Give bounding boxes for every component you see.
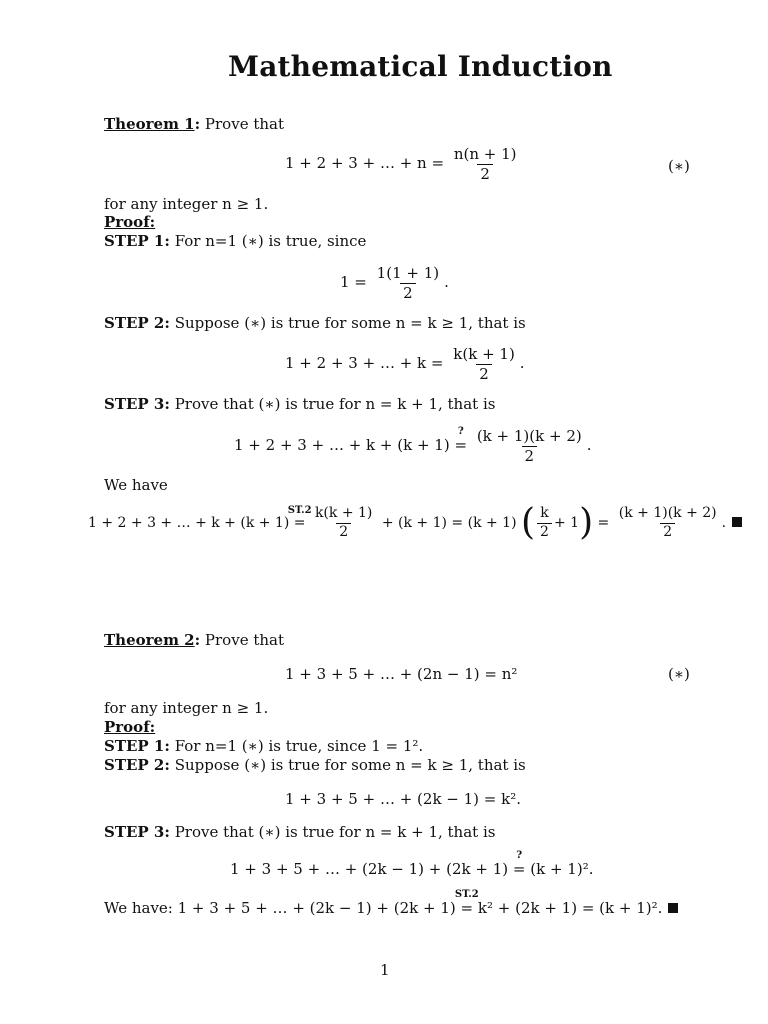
theorem1-step1-text: For n=1 (∗) is true, since bbox=[174, 232, 367, 250]
theorem1-final-fraction1-den: 2 bbox=[336, 523, 351, 540]
left-paren: ( bbox=[521, 502, 536, 543]
theorem1-step1 bbox=[104, 233, 366, 250]
theorem1-step3-numerator: (k + 1)(k + 2) bbox=[476, 427, 582, 445]
qed-square-icon bbox=[668, 903, 678, 913]
theorem2-step3-text: Prove that (∗) is true for n = k + 1, that is bbox=[174, 823, 496, 841]
theorem1-eq-tag: (∗) bbox=[668, 157, 690, 175]
theorem2-final-rhs: k² + (2k + 1) = (k + 1)². bbox=[477, 899, 663, 917]
theorem2-final-equation bbox=[104, 889, 678, 917]
theorem2-step2-label: STEP 2: bbox=[104, 756, 170, 774]
theorem1-step3 bbox=[104, 396, 495, 413]
qed-square-icon bbox=[732, 517, 742, 527]
theorem1-final-st2-equals: ST.2 = bbox=[287, 505, 312, 531]
theorem1-step1-denominator: 2 bbox=[400, 283, 416, 302]
theorem2-step2 bbox=[104, 757, 526, 774]
theorem1-final-fraction1 bbox=[312, 506, 375, 540]
theorem1-step2-text: Suppose (∗) is true for some n = k ≥ 1, that is bbox=[174, 314, 526, 332]
page-title: Mathematical Induction bbox=[228, 50, 613, 83]
theorem2-eq-tag: (∗) bbox=[668, 665, 690, 683]
theorem1-step3-question-mark: ? bbox=[457, 426, 464, 437]
theorem2-step2-equation: 1 + 3 + 5 + … + (2k − 1) = k². bbox=[285, 790, 522, 808]
theorem1-step2-label: STEP 2: bbox=[104, 314, 170, 332]
theorem1-step1-equation: 1 = $\frac{1(1 + 1)}{2}$ . bbox=[340, 264, 449, 302]
theorem1-final-fraction3-num: (k + 1)(k + 2) bbox=[618, 505, 717, 522]
theorem1-step3-question-equals: ? = bbox=[454, 426, 468, 454]
theorem2-label: Theorem 2 bbox=[104, 631, 195, 649]
theorem1-step2-equation: 1 + 2 + 3 + … + k = $\frac{k(k + 1)}{2}$ . bbox=[285, 345, 525, 383]
theorem2-any-integer: for any integer n ≥ 1. bbox=[104, 699, 269, 717]
theorem1-step1-label: STEP 1: bbox=[104, 232, 170, 250]
theorem1-step1-fraction bbox=[374, 265, 442, 301]
theorem2-proof-label: Proof: bbox=[104, 718, 156, 736]
theorem2-step3-question-equals: ? = bbox=[512, 850, 526, 878]
theorem1-eq-denominator: 2 bbox=[477, 164, 493, 183]
theorem1-step2-denominator: 2 bbox=[476, 364, 492, 383]
theorem1-step1-lhs: 1 = bbox=[340, 273, 367, 291]
theorem2-heading bbox=[104, 632, 284, 649]
theorem2-step3-equation bbox=[230, 850, 594, 878]
theorem1-final-fraction2-num: k bbox=[540, 505, 549, 522]
theorem1-we-have: We have bbox=[104, 476, 168, 494]
theorem1-final-plus-one: + 1 bbox=[553, 515, 580, 531]
theorem1-step3-fraction bbox=[474, 428, 585, 464]
theorem2-step3 bbox=[104, 824, 495, 841]
theorem2-step1-label: STEP 1: bbox=[104, 737, 170, 755]
theorem2-final-st2-mark: ST.2 bbox=[454, 889, 479, 900]
page-number: 1 bbox=[380, 961, 390, 979]
theorem1-step2-lhs: 1 + 2 + 3 + … + k = bbox=[285, 354, 444, 372]
theorem1-eq-numerator: n(n + 1) bbox=[453, 145, 517, 163]
theorem1-step1-numerator: 1(1 + 1) bbox=[376, 264, 440, 282]
theorem1-step3-text: Prove that (∗) is true for n = k + 1, that is bbox=[174, 395, 496, 413]
theorem1-step3-denominator: 2 bbox=[522, 446, 538, 465]
theorem2-step2-text: Suppose (∗) is true for some n = k ≥ 1, that is bbox=[174, 756, 526, 774]
theorem2-step3-lhs: 1 + 3 + 5 + … + (2k − 1) + (2k + 1) bbox=[230, 860, 509, 878]
theorem1-final-middle: + (k + 1) = (k + 1) bbox=[381, 515, 517, 531]
theorem1-step2-fraction bbox=[450, 346, 518, 382]
theorem1-final-fraction2-den: 2 bbox=[537, 523, 552, 540]
theorem2-final-st2-equals: ST.2 = bbox=[454, 889, 479, 917]
theorem2-statement: Prove that bbox=[204, 631, 284, 649]
theorem2-step1 bbox=[104, 738, 423, 755]
theorem1-colon: : bbox=[194, 115, 201, 133]
theorem1-equation bbox=[285, 146, 522, 182]
theorem1-final-lhs: 1 + 2 + 3 + … + k + (k + 1) bbox=[88, 515, 290, 531]
theorem1-final-equation: 1 + 2 + 3 + … + k + (k + 1) ST.2 = $\frac{k(k + 1)}{2}$ + (k + 1) = (k + 1) ( $\frac{k}{2}$ + 1) = $\frac{(k + 1)(k + 2)}{2}$ . bbox=[88, 505, 742, 541]
theorem1-final-fraction3-den: 2 bbox=[660, 523, 675, 540]
theorem1-eq-lhs: 1 + 2 + 3 + … + n = bbox=[285, 154, 445, 172]
theorem1-step3-lhs: 1 + 2 + 3 + … + k + (k + 1) bbox=[234, 436, 450, 454]
theorem1-step2-numerator: k(k + 1) bbox=[453, 345, 515, 363]
theorem1-statement: Prove that bbox=[204, 115, 284, 133]
theorem1-final-fraction2 bbox=[537, 506, 552, 540]
theorem1-step3-equation: 1 + 2 + 3 + … + k + (k + 1) ? = $\frac{(k + 1)(k + 2)}{2}$ . bbox=[234, 426, 592, 465]
theorem1-label: Theorem 1 bbox=[104, 115, 195, 133]
theorem1-heading bbox=[104, 116, 284, 133]
theorem1-final-fraction1-num: k(k + 1) bbox=[314, 505, 373, 522]
theorem1-proof-label: Proof: bbox=[104, 213, 156, 231]
theorem1-step3-label: STEP 3: bbox=[104, 395, 170, 413]
right-paren: ) bbox=[579, 502, 594, 543]
theorem2-step3-question-mark: ? bbox=[516, 850, 523, 861]
theorem1-eq-fraction bbox=[451, 146, 520, 182]
theorem1-final-st2-mark: ST.2 bbox=[287, 505, 312, 516]
theorem1-step2 bbox=[104, 315, 526, 332]
theorem2-colon: : bbox=[194, 631, 201, 649]
theorem2-step1-text: For n=1 (∗) is true, since 1 = 1². bbox=[174, 737, 424, 755]
theorem1-any-integer: for any integer n ≥ 1. bbox=[104, 195, 269, 213]
theorem1-final-fraction3 bbox=[616, 506, 720, 540]
theorem2-step3-label: STEP 3: bbox=[104, 823, 170, 841]
theorem2-step3-rhs: (k + 1)². bbox=[530, 860, 594, 878]
theorem2-equation: 1 + 3 + 5 + … + (2n − 1) = n² bbox=[285, 665, 518, 683]
theorem2-final-lhs: We have: 1 + 3 + 5 + … + (2k − 1) + (2k + 1) bbox=[104, 899, 456, 917]
